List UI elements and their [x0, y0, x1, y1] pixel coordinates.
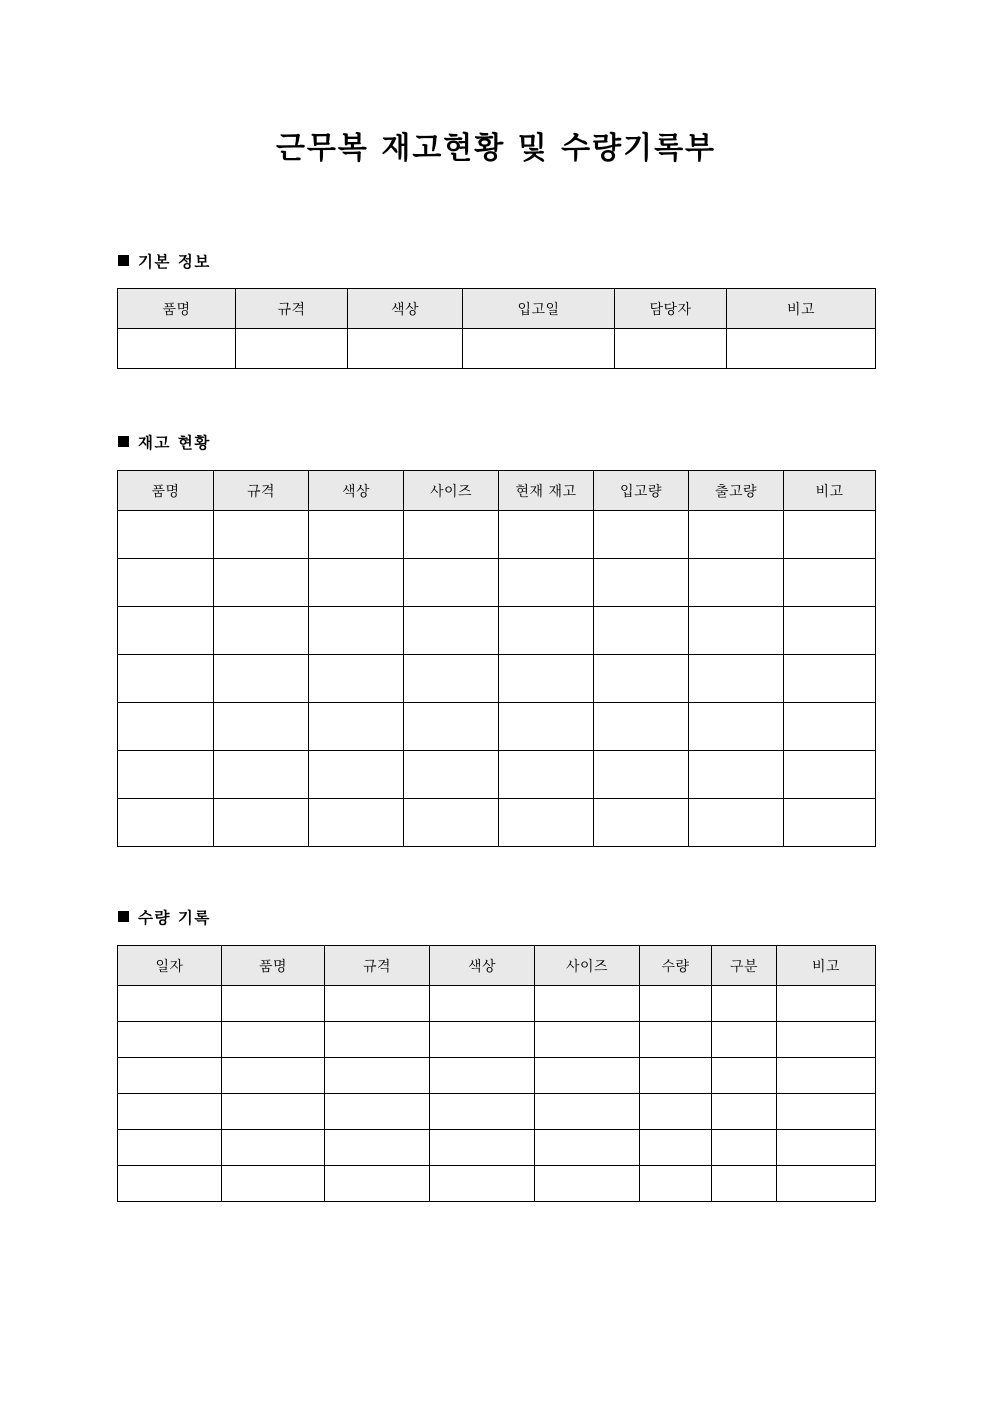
cell-quantity[interactable]	[640, 1094, 712, 1130]
cell-item-name[interactable]	[222, 1058, 325, 1094]
cell-remarks[interactable]	[784, 703, 876, 751]
table-row	[118, 329, 876, 369]
cell-current-stock[interactable]	[499, 655, 594, 703]
cell-color[interactable]	[430, 1022, 535, 1058]
column-header-color: 색상	[430, 946, 535, 986]
table-row	[118, 703, 876, 751]
cell-item-name[interactable]	[118, 799, 214, 847]
cell-spec[interactable]	[214, 751, 309, 799]
cell-spec[interactable]	[236, 329, 348, 369]
cell-date[interactable]	[118, 986, 222, 1022]
column-header-receipt-date: 입고일	[463, 289, 615, 329]
table-row	[118, 986, 876, 1022]
cell-quantity[interactable]	[640, 1166, 712, 1202]
cell-size[interactable]	[404, 511, 499, 559]
cell-size[interactable]	[535, 986, 640, 1022]
table-row	[118, 1094, 876, 1130]
cell-inbound-qty[interactable]	[594, 511, 689, 559]
cell-outbound-qty[interactable]	[689, 751, 784, 799]
column-header-remarks: 비고	[727, 289, 876, 329]
table-row	[118, 1022, 876, 1058]
cell-type[interactable]	[712, 986, 777, 1022]
table-header-row	[118, 946, 876, 986]
cell-date[interactable]	[118, 1130, 222, 1166]
cell-remarks[interactable]	[784, 559, 876, 607]
column-header-remarks: 비고	[777, 946, 876, 986]
cell-remarks[interactable]	[727, 329, 876, 369]
cell-spec[interactable]	[214, 703, 309, 751]
cell-quantity[interactable]	[640, 1022, 712, 1058]
cell-current-stock[interactable]	[499, 799, 594, 847]
cell-manager[interactable]	[615, 329, 727, 369]
column-header-size: 사이즈	[535, 946, 640, 986]
table-row	[118, 655, 876, 703]
cell-spec[interactable]	[325, 1058, 430, 1094]
cell-color[interactable]	[309, 559, 404, 607]
cell-type[interactable]	[712, 1094, 777, 1130]
cell-date[interactable]	[118, 1094, 222, 1130]
cell-spec[interactable]	[325, 1130, 430, 1166]
column-header-spec: 규격	[214, 471, 309, 511]
column-header-spec: 규격	[236, 289, 348, 329]
table-row	[118, 1058, 876, 1094]
cell-current-stock[interactable]	[499, 559, 594, 607]
cell-color[interactable]	[309, 751, 404, 799]
cell-color[interactable]	[309, 511, 404, 559]
cell-item-name[interactable]	[118, 751, 214, 799]
cell-spec[interactable]	[214, 799, 309, 847]
cell-size[interactable]	[404, 655, 499, 703]
cell-outbound-qty[interactable]	[689, 655, 784, 703]
cell-color[interactable]	[348, 329, 463, 369]
cell-outbound-qty[interactable]	[689, 559, 784, 607]
cell-receipt-date[interactable]	[463, 329, 615, 369]
cell-type[interactable]	[712, 1058, 777, 1094]
cell-item-name[interactable]	[222, 1094, 325, 1130]
column-header-color: 색상	[309, 471, 404, 511]
cell-remarks[interactable]	[784, 607, 876, 655]
cell-current-stock[interactable]	[499, 511, 594, 559]
cell-outbound-qty[interactable]	[689, 607, 784, 655]
cell-spec[interactable]	[325, 986, 430, 1022]
filled-square-bullet-icon	[118, 255, 129, 266]
cell-type[interactable]	[712, 1130, 777, 1166]
cell-remarks[interactable]	[777, 986, 876, 1022]
cell-quantity[interactable]	[640, 986, 712, 1022]
cell-color[interactable]	[309, 655, 404, 703]
cell-item-name[interactable]	[118, 703, 214, 751]
cell-current-stock[interactable]	[499, 607, 594, 655]
cell-date[interactable]	[118, 1166, 222, 1202]
cell-remarks[interactable]	[777, 1130, 876, 1166]
cell-size[interactable]	[535, 1022, 640, 1058]
column-header-outbound-qty: 출고량	[689, 471, 784, 511]
column-header-manager: 담당자	[615, 289, 727, 329]
cell-date[interactable]	[118, 1058, 222, 1094]
section-heading-basic-info	[118, 250, 211, 272]
cell-outbound-qty[interactable]	[689, 703, 784, 751]
cell-outbound-qty[interactable]	[689, 511, 784, 559]
cell-spec[interactable]	[214, 607, 309, 655]
cell-remarks[interactable]	[777, 1022, 876, 1058]
cell-inbound-qty[interactable]	[594, 703, 689, 751]
cell-item-name[interactable]	[222, 1166, 325, 1202]
cell-size[interactable]	[404, 559, 499, 607]
table-row	[118, 1166, 876, 1202]
column-header-item-name: 품명	[118, 289, 236, 329]
column-header-inbound-qty: 입고량	[594, 471, 689, 511]
cell-spec[interactable]	[214, 559, 309, 607]
cell-inbound-qty[interactable]	[594, 559, 689, 607]
section-heading-stock-status	[118, 431, 211, 453]
cell-spec[interactable]	[325, 1166, 430, 1202]
cell-item-name[interactable]	[222, 1022, 325, 1058]
column-header-quantity: 수량	[640, 946, 712, 986]
cell-item-name[interactable]	[118, 511, 214, 559]
cell-size[interactable]	[404, 751, 499, 799]
column-header-item-name: 품명	[222, 946, 325, 986]
cell-color[interactable]	[430, 1094, 535, 1130]
column-header-current-stock: 현재 재고	[499, 471, 594, 511]
filled-square-bullet-icon	[118, 436, 129, 447]
cell-remarks[interactable]	[784, 655, 876, 703]
cell-size[interactable]	[535, 1094, 640, 1130]
column-header-color: 색상	[348, 289, 463, 329]
column-header-type: 구분	[712, 946, 777, 986]
cell-date[interactable]	[118, 1022, 222, 1058]
cell-remarks[interactable]	[777, 1166, 876, 1202]
cell-size[interactable]	[535, 1130, 640, 1166]
column-header-size: 사이즈	[404, 471, 499, 511]
cell-remarks[interactable]	[784, 511, 876, 559]
cell-type[interactable]	[712, 1022, 777, 1058]
cell-remarks[interactable]	[777, 1094, 876, 1130]
cell-current-stock[interactable]	[499, 703, 594, 751]
cell-spec[interactable]	[325, 1094, 430, 1130]
cell-current-stock[interactable]	[499, 751, 594, 799]
table-row	[118, 1130, 876, 1166]
table-header-row	[118, 289, 876, 329]
stock-status-table	[117, 470, 876, 847]
cell-color[interactable]	[430, 1166, 535, 1202]
section-heading-quantity-record-label: 수량 기록	[138, 909, 211, 927]
cell-item-name[interactable]	[222, 1130, 325, 1166]
cell-inbound-qty[interactable]	[594, 799, 689, 847]
cell-remarks[interactable]	[784, 799, 876, 847]
table-row	[118, 751, 876, 799]
cell-item-name[interactable]	[118, 329, 236, 369]
basic-info-table	[117, 288, 876, 369]
cell-quantity[interactable]	[640, 1130, 712, 1166]
cell-item-name[interactable]	[118, 559, 214, 607]
cell-inbound-qty[interactable]	[594, 751, 689, 799]
cell-size[interactable]	[535, 1058, 640, 1094]
table-row	[118, 511, 876, 559]
table-row	[118, 607, 876, 655]
cell-color[interactable]	[309, 799, 404, 847]
column-header-spec: 규격	[325, 946, 430, 986]
cell-size[interactable]	[404, 607, 499, 655]
column-header-date: 일자	[118, 946, 222, 986]
cell-color[interactable]	[430, 986, 535, 1022]
cell-size[interactable]	[535, 1166, 640, 1202]
cell-color[interactable]	[309, 703, 404, 751]
section-heading-basic-info-label: 기본 정보	[138, 253, 211, 271]
page-title: 근무복 재고현황 및 수량기록부	[275, 131, 717, 166]
cell-inbound-qty[interactable]	[594, 655, 689, 703]
cell-quantity[interactable]	[640, 1058, 712, 1094]
column-header-remarks: 비고	[784, 471, 876, 511]
cell-size[interactable]	[404, 703, 499, 751]
quantity-record-table	[117, 945, 876, 1202]
cell-color[interactable]	[430, 1130, 535, 1166]
cell-item-name[interactable]	[118, 655, 214, 703]
cell-type[interactable]	[712, 1166, 777, 1202]
section-heading-stock-status-label: 재고 현황	[138, 434, 211, 452]
cell-size[interactable]	[404, 799, 499, 847]
cell-item-name[interactable]	[222, 986, 325, 1022]
cell-inbound-qty[interactable]	[594, 607, 689, 655]
cell-spec[interactable]	[214, 655, 309, 703]
cell-remarks[interactable]	[784, 751, 876, 799]
table-row	[118, 559, 876, 607]
table-header-row	[118, 471, 876, 511]
cell-outbound-qty[interactable]	[689, 799, 784, 847]
filled-square-bullet-icon	[118, 911, 129, 922]
column-header-item-name: 품명	[118, 471, 214, 511]
cell-item-name[interactable]	[118, 607, 214, 655]
cell-color[interactable]	[430, 1058, 535, 1094]
cell-spec[interactable]	[214, 511, 309, 559]
table-row	[118, 799, 876, 847]
cell-remarks[interactable]	[777, 1058, 876, 1094]
section-heading-quantity-record	[118, 906, 211, 928]
cell-color[interactable]	[309, 607, 404, 655]
cell-spec[interactable]	[325, 1022, 430, 1058]
